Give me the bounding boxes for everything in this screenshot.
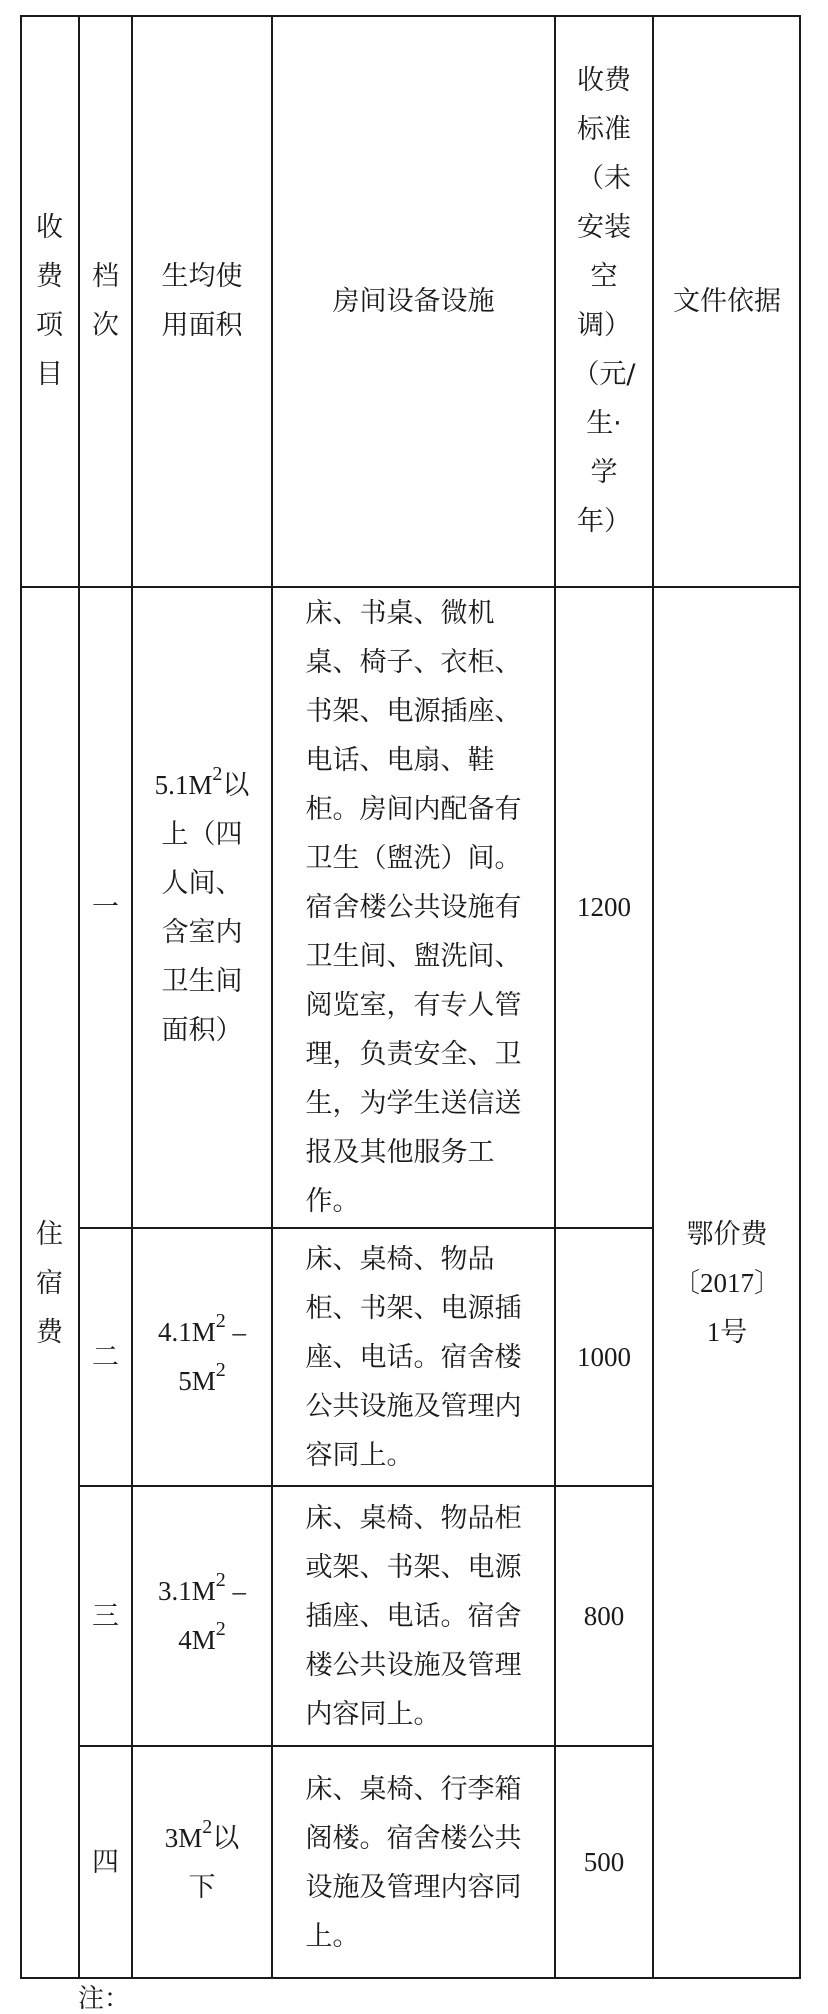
fee-2: 1000 <box>577 1341 631 1372</box>
level-4: 四 <box>92 1847 119 1878</box>
header-item: 收 费 项 目 <box>36 212 63 390</box>
area-1: $5.1M^2$以 上（四 人间、 含室内 卫生间 面积） <box>154 762 250 1046</box>
header-facilities: 房间设备设施 <box>332 285 495 317</box>
grid-line <box>78 1745 654 1747</box>
grid-line <box>20 586 801 588</box>
basis-document: 鄂价费 〔2017〕 1号 <box>673 1218 781 1347</box>
fee-4: 500 <box>583 1847 625 1877</box>
area-3: $3.1M^2$ – $4M^2$ <box>157 1569 246 1655</box>
grid-line <box>78 15 80 1979</box>
grid-line <box>799 15 801 1979</box>
fee-1: 1200 <box>577 892 631 922</box>
facilities-4: 床、桌椅、行李箱 阁楼。宿舍楼公共 设施及管理内容同 上。 <box>305 1773 522 1952</box>
header-basis: 文件依据 <box>673 285 781 317</box>
level-1: 一 <box>92 892 119 923</box>
item-name: 住 宿 费 <box>36 1218 63 1348</box>
grid-line <box>554 15 556 1979</box>
header-area: 生均使 用面积 <box>161 261 243 341</box>
fee-3: 800 <box>583 1600 625 1631</box>
area-4: $3M^2$以 下 <box>164 1815 240 1903</box>
grid-line <box>20 15 801 17</box>
grid-line <box>20 15 22 1979</box>
area-2: $4.1M^2$ – $5M^2$ <box>157 1310 246 1396</box>
fee-table <box>20 15 801 1979</box>
grid-line <box>652 15 654 1979</box>
facilities-1: 床、书桌、微机 桌、椅子、衣柜、 书架、电源插座、 电话、电扇、鞋 柜。房间内配备有 卫生（盥洗）间。 宿舍楼公共设施有 卫生间、盥洗间、 阅览室，有专人管 理，负责安全、卫 生，为学生送信送 报及其他服务工 作。 <box>305 598 522 1217</box>
grid-line <box>78 1227 654 1229</box>
footnote: 注： <box>78 1984 131 2014</box>
facilities-2: 床、桌椅、物品 柜、书架、电源插 座、电话。宿舍楼 公共设施及管理内 容同上。 <box>305 1243 522 1471</box>
level-3: 三 <box>92 1600 119 1632</box>
grid-line <box>131 15 133 1979</box>
header-fee: 收费 标准 （未 安装 空 调） （元/ 生· 学 年） <box>572 65 636 537</box>
level-2: 二 <box>92 1341 119 1373</box>
grid-line <box>271 15 273 1979</box>
grid-line <box>20 1977 801 1979</box>
header-level: 档 次 <box>92 261 119 341</box>
facilities-3: 床、桌椅、物品柜 或架、书架、电源 插座、电话。宿舍 楼公共设施及管理 内容同上。 <box>305 1502 522 1730</box>
grid-line <box>78 1485 654 1487</box>
